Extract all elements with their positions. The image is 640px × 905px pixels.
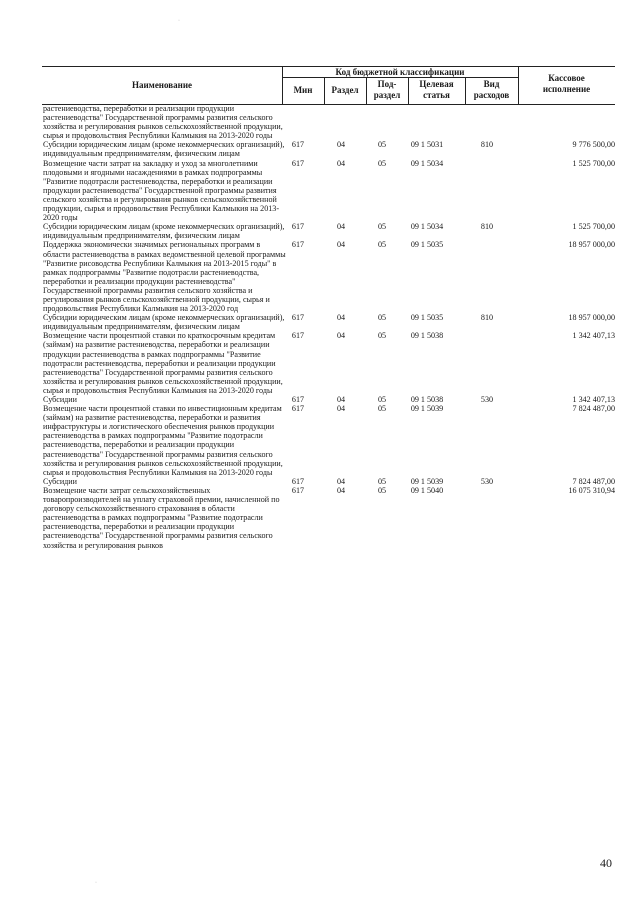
- row-vid: 810: [480, 222, 494, 232]
- header-celevaya: Целевая статья: [419, 79, 454, 100]
- row-razdel: 04: [336, 331, 346, 341]
- scan-speck: ·: [95, 880, 97, 886]
- row-min: 617: [291, 485, 305, 495]
- row-min: 617: [291, 404, 305, 414]
- row-razdel: 04: [336, 395, 346, 404]
- table-row: [42, 477, 615, 486]
- row-podrazdel: 05: [377, 331, 387, 341]
- row-sum: 1 525 700,00: [572, 222, 615, 232]
- header-razdel: Раздел: [331, 85, 359, 95]
- row-vid: 810: [480, 140, 494, 150]
- row-min: 617: [291, 240, 305, 250]
- header-podrazdel: Под- раздел: [373, 79, 401, 100]
- table-header: [42, 66, 615, 104]
- row-min: 617: [291, 222, 305, 232]
- row-sum: 7 824 487,00: [572, 476, 615, 486]
- row-min: 617: [291, 313, 305, 323]
- row-name: Возмещение части затрат на закладку и уход за многолетними плодовыми и ягодными насаждениями в рамках подпрограммы "Развитие подотрасли растениеводства, переработки и реализации продукции растениеводства" Государственной программы развития сельского хозяйства и регулирования рынков сельскохозяйственной продукции, сырья и продовольствия Республики Калмыкия на 2013-2020 годы: [43, 158, 280, 223]
- table-row: [42, 331, 615, 395]
- row-sum: 7 824 487,00: [572, 404, 615, 414]
- row-podrazdel: 05: [377, 485, 387, 495]
- row-celevaya: 09 1 5035: [410, 240, 444, 250]
- row-podrazdel: 05: [377, 158, 387, 168]
- row-sum: 1 525 700,00: [572, 158, 615, 168]
- row-name: Возмещение части процентной ставки по инвестиционным кредитам (займам) на развитие растениеводства, переработки и развития инфраструктуры и логистического обеспечения рынков продукции растениеводства в рамках подпрограммы "Развитие подотрасли растениеводства, переработки и реализации продукции растениеводства" Государственной программы развития сельского хозяйства и регулирования рынков сельскохозяйственной продукции, сырья и продовольствия Республики Калмыкия на 2013-2020 годы: [43, 404, 283, 477]
- header-name: Наименование: [132, 80, 192, 90]
- row-razdel: 04: [336, 222, 346, 232]
- row-podrazdel: 05: [377, 476, 387, 486]
- table-row: [42, 395, 615, 404]
- row-podrazdel: 05: [377, 395, 387, 404]
- row-celevaya: 09 1 5034: [410, 222, 444, 232]
- row-razdel: 04: [336, 140, 346, 150]
- header-min: Мин: [293, 85, 313, 95]
- row-vid: 810: [480, 313, 494, 323]
- row-min: 617: [291, 331, 305, 341]
- row-min: 617: [291, 140, 305, 150]
- row-name: растениеводства, переработки и реализации продукции растениеводства" Государственной программы развития сельского хозяйства и регулирования рынков сельскохозяйственной продукции, сырья и продовольствия Республики Калмыкия на 2013-2020 годы: [43, 104, 283, 141]
- row-razdel: 04: [336, 404, 346, 414]
- table-body: [42, 104, 615, 550]
- row-podrazdel: 05: [377, 140, 387, 150]
- table-row: [42, 240, 615, 313]
- row-sum: 18 957 000,00: [568, 240, 615, 250]
- table-row: [42, 404, 615, 477]
- row-podrazdel: 05: [377, 404, 387, 414]
- table-row: [42, 313, 615, 331]
- page-number: 40: [600, 856, 612, 870]
- row-name: Субсидии юридическим лицам (кроме некоммерческих организаций), индивидуальным предпринимателям, физическим лицам: [43, 222, 285, 241]
- table-row: [42, 222, 615, 240]
- scan-speck: ·: [178, 18, 180, 24]
- row-sum: 16 075 310,94: [568, 485, 615, 495]
- row-razdel: 04: [336, 476, 346, 486]
- row-sum: 1 342 407,13: [572, 331, 615, 341]
- row-celevaya: 09 1 5038: [410, 331, 444, 341]
- row-celevaya: 09 1 5039: [410, 404, 444, 414]
- table-row: [42, 140, 615, 158]
- row-celevaya: 09 1 5035: [410, 313, 444, 323]
- row-celevaya: 09 1 5034: [410, 158, 444, 168]
- row-podrazdel: 05: [377, 222, 387, 232]
- row-razdel: 04: [336, 313, 346, 323]
- row-sum: 18 957 000,00: [568, 313, 615, 323]
- table-row: [42, 486, 615, 550]
- row-name: Поддержка экономически значимых региональных программ в области растениеводства в рамках ведомственной целевой программы "Развитие рисоводства Республики Калмыкия на 2013-2015 годы" в рамках подпрограммы "Развитие подотрасли растениеводства, переработки и реализации продукции растениеводства" Государственной программы развития сельского хозяйства и регулирования рынков сельскохозяйственной продукции, сырья и продовольствия Республики Калмыкия на 2013-2020 год: [43, 240, 286, 314]
- row-celevaya: 09 1 5040: [410, 485, 444, 495]
- row-name: Возмещение части процентной ставки по краткосрочным кредитам (займам) на развитие растениеводства, переработки и реализации продукции растениеводства в рамках подпрограммы "Развитие подотрасли растениеводства, переработки и реализации продукции растениеводства" Государственной программы развития сельского хозяйства и регулирования рынков сельскохозяйственной продукции, сырья и продовольствия Республики Калмыкия на 2013-2020 годы: [43, 331, 283, 395]
- row-name: Субсидии: [43, 395, 77, 404]
- row-podrazdel: 05: [377, 313, 387, 323]
- table-row: [42, 104, 615, 140]
- row-vid: 530: [480, 476, 494, 486]
- row-razdel: 04: [336, 158, 346, 168]
- row-celevaya: 09 1 5039: [410, 476, 444, 486]
- row-celevaya: 09 1 5038: [410, 395, 444, 404]
- row-podrazdel: 05: [377, 240, 387, 250]
- row-name: Субсидии: [43, 476, 77, 486]
- row-name: Субсидии юридическим лицам (кроме некоммерческих организаций), индивидуальным предпринимателям, физическим лицам: [43, 313, 285, 332]
- row-min: 617: [291, 158, 305, 168]
- header-kassa: Кассовое исполнение: [542, 73, 591, 94]
- row-name: Субсидии юридическим лицам (кроме некоммерческих организаций), индивидуальным предпринимателям, физическим лицам: [43, 140, 285, 159]
- row-vid: 530: [480, 395, 494, 404]
- header-vid: Вид расходов: [473, 79, 510, 100]
- row-name: Возмещение части затрат сельскохозяйственных товаропроизводителей на уплату страховой премии, начисленной по договору сельскохозяйственного страхования в области растениеводства в рамках подпрограммы "Развитие подотрасли растениеводства, переработки и реализации продукции растениеводства" Государственной программы развития сельского хозяйства и регулирования рынков: [43, 485, 280, 550]
- table-row: [42, 159, 615, 223]
- row-sum: 9 776 500,00: [572, 140, 615, 150]
- row-min: 617: [291, 395, 305, 404]
- row-celevaya: 09 1 5031: [410, 140, 444, 150]
- row-razdel: 04: [336, 240, 346, 250]
- row-sum: 1 342 407,13: [572, 395, 615, 404]
- row-min: 617: [291, 476, 305, 486]
- row-razdel: 04: [336, 485, 346, 495]
- header-code-group: Код бюджетной классификации: [335, 67, 465, 77]
